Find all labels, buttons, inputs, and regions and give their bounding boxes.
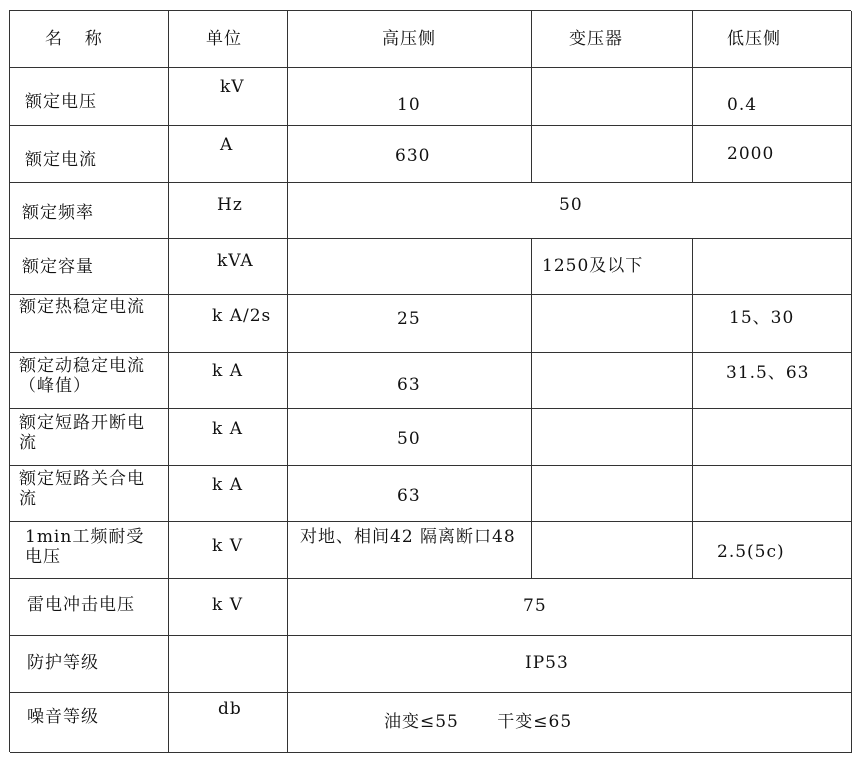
row-merged-value [288, 183, 852, 239]
row-name [10, 183, 169, 239]
row-unit-text: db [218, 699, 242, 719]
header-unit [169, 11, 288, 68]
header-low-text: 低压侧 [727, 29, 781, 49]
row-unit [169, 466, 288, 522]
row-merged-text: 75 [523, 596, 547, 616]
row-name [10, 693, 169, 753]
row-name [10, 522, 169, 579]
row-high [288, 409, 532, 466]
row-high-text: 63 [397, 486, 421, 506]
row-name [10, 409, 169, 466]
row-high-text: 对地、相间42 隔离断口48 [300, 527, 516, 547]
row-name [10, 466, 169, 522]
row-low [693, 353, 852, 409]
row-transformer [532, 409, 693, 466]
row-name-text: 额定动稳定电流（峰值） [19, 356, 145, 396]
row-name-text: 额定热稳定电流 [19, 297, 145, 317]
row-transformer [532, 522, 693, 579]
row-name [10, 353, 169, 409]
row-transformer [532, 239, 693, 295]
row-transformer-text: 1250及以下 [542, 256, 644, 276]
row-merged-value [288, 693, 852, 753]
row-merged-text: IP53 [525, 653, 569, 673]
row-name-text: 额定短路关合电流 [19, 469, 145, 509]
row-unit [169, 353, 288, 409]
row-name [10, 239, 169, 295]
row-high [288, 353, 532, 409]
header-name [10, 11, 169, 68]
row-unit-text: k A/2s [212, 306, 272, 326]
row-low-text: 15、30 [729, 308, 795, 328]
header-high-text: 高压侧 [382, 29, 436, 49]
row-high-text: 630 [395, 146, 431, 166]
row-high-text: 50 [397, 429, 421, 449]
row-high-text: 25 [397, 309, 421, 329]
header-name-text: 名 称 [45, 29, 106, 49]
row-transformer [532, 466, 693, 522]
row-merged-text: 油变≤55 干变≤65 [384, 712, 573, 732]
row-low [693, 68, 852, 126]
row-high-text: 63 [397, 375, 421, 395]
row-unit-text: k A [212, 419, 243, 439]
row-low-text: 0.4 [727, 95, 758, 115]
row-unit-text: k V [212, 536, 243, 556]
row-merged-text: 50 [559, 195, 583, 215]
row-unit [169, 693, 288, 753]
row-transformer [532, 295, 693, 353]
row-name-text: 额定电压 [25, 92, 97, 112]
row-low [693, 239, 852, 295]
header-transformer-text: 变压器 [569, 29, 623, 49]
header-transformer [532, 11, 693, 68]
row-high [288, 68, 532, 126]
row-name [10, 295, 169, 353]
row-low [693, 409, 852, 466]
row-high [288, 126, 532, 183]
row-name-text: 额定电流 [25, 150, 97, 170]
row-unit [169, 579, 288, 636]
row-low [693, 466, 852, 522]
row-high [288, 239, 532, 295]
row-merged-value [288, 636, 852, 693]
row-high [288, 466, 532, 522]
row-unit [169, 522, 288, 579]
row-transformer [532, 353, 693, 409]
row-unit-text: k A [212, 475, 243, 495]
row-unit-text: kVA [217, 251, 254, 271]
row-merged-value [288, 579, 852, 636]
row-unit-text: k A [212, 361, 243, 381]
row-name-text: 防护等级 [27, 653, 99, 673]
row-name-text: 雷电冲击电压 [27, 595, 135, 615]
row-transformer [532, 126, 693, 183]
row-unit [169, 409, 288, 466]
row-name [10, 68, 169, 126]
row-name [10, 636, 169, 693]
row-unit-text: kV [220, 77, 245, 97]
row-transformer [532, 68, 693, 126]
row-low [693, 126, 852, 183]
row-name-text: 额定频率 [22, 203, 94, 223]
header-high [288, 11, 532, 68]
row-unit [169, 126, 288, 183]
header-low [693, 11, 852, 68]
row-unit [169, 183, 288, 239]
header-unit-text: 单位 [206, 29, 242, 49]
row-name-text: 噪音等级 [27, 707, 99, 727]
row-low-text: 2000 [727, 144, 775, 164]
row-name-text: 1min工频耐受电压 [25, 527, 145, 567]
row-name [10, 126, 169, 183]
row-low-text: 2.5(5c) [717, 542, 785, 562]
row-name-text: 额定容量 [22, 257, 94, 277]
row-unit-text: A [220, 135, 234, 155]
row-unit [169, 68, 288, 126]
row-high-text: 10 [397, 95, 421, 115]
row-low [693, 522, 852, 579]
row-high [288, 522, 532, 579]
row-name [10, 579, 169, 636]
spec-table [9, 10, 851, 752]
row-unit [169, 636, 288, 693]
row-unit [169, 295, 288, 353]
row-unit-text: Hz [217, 195, 243, 215]
row-unit [169, 239, 288, 295]
row-low-text: 31.5、63 [726, 363, 810, 383]
row-name-text: 额定短路开断电流 [19, 413, 145, 453]
row-high [288, 295, 532, 353]
row-low [693, 295, 852, 353]
row-unit-text: k V [212, 595, 243, 615]
